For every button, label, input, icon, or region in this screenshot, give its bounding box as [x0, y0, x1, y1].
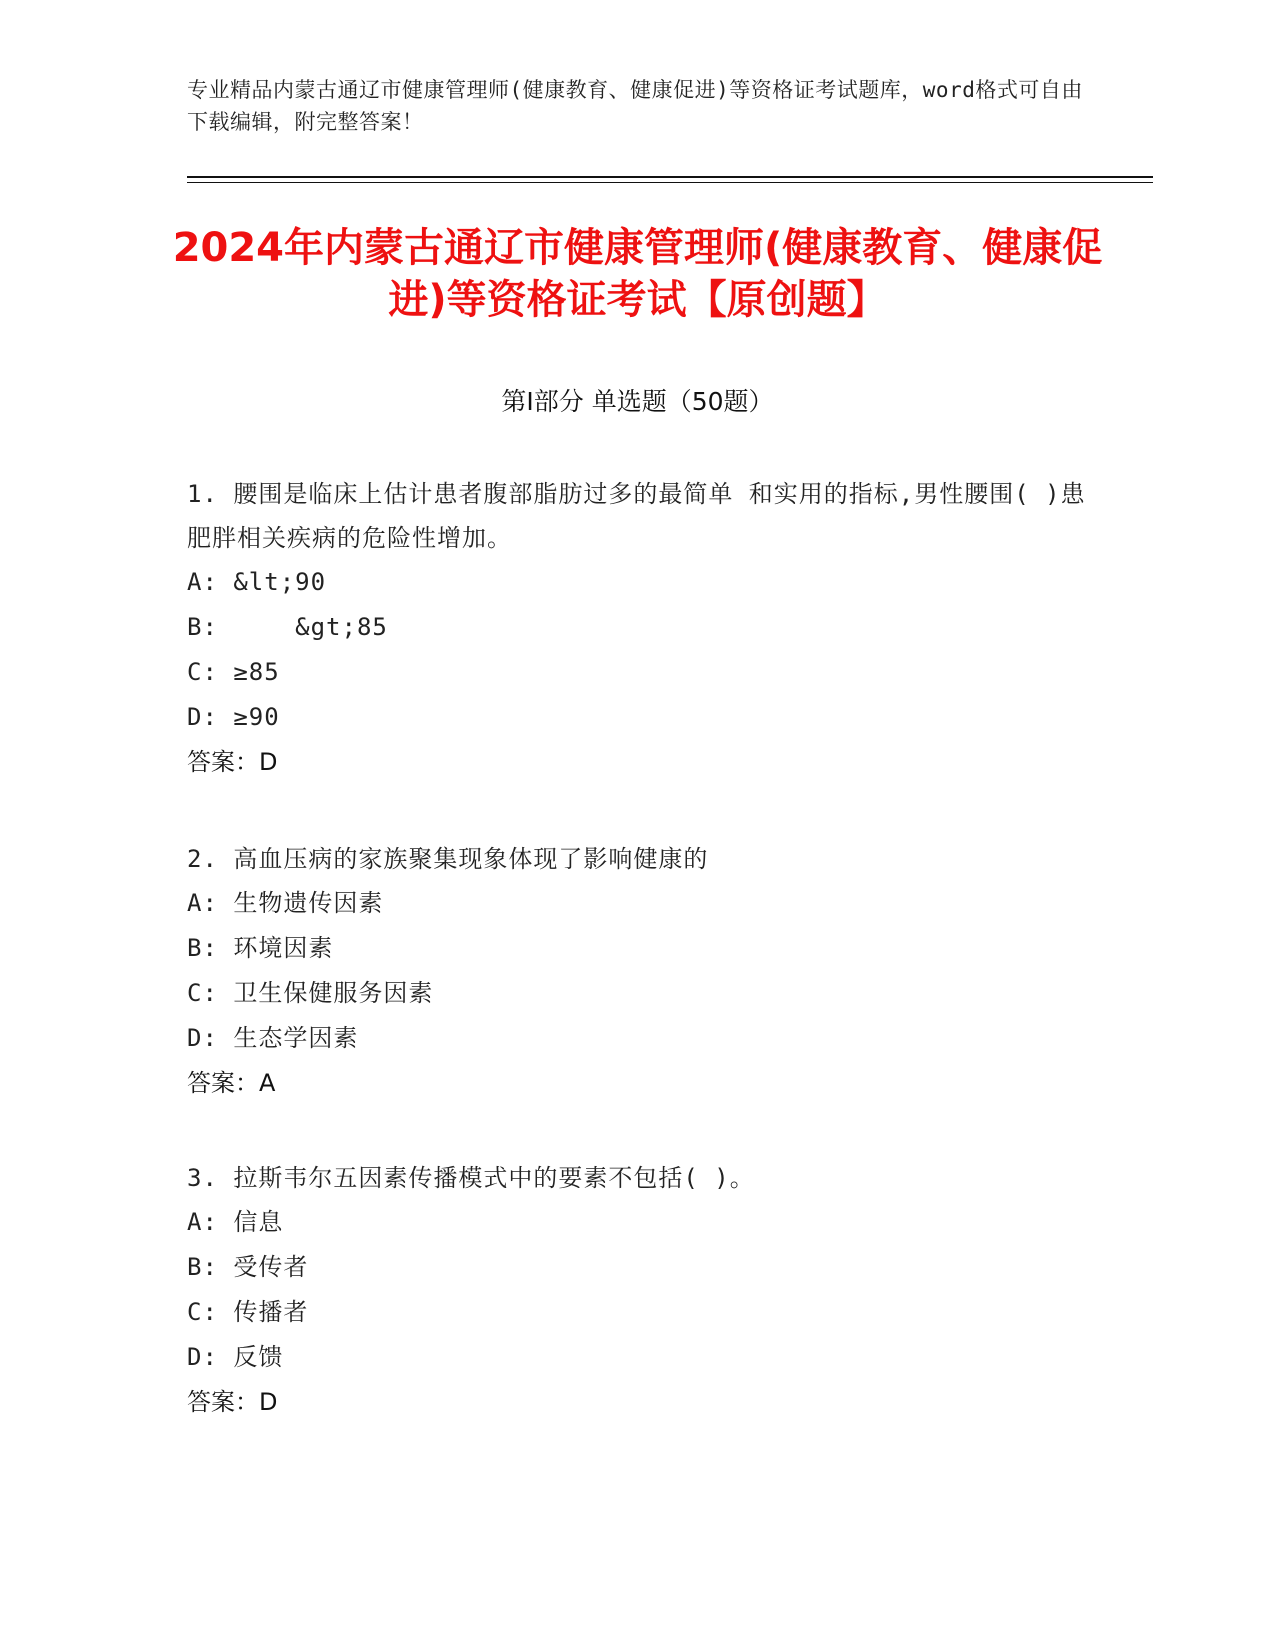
header-note: 专业精品内蒙古通辽市健康管理师(健康教育、健康促进)等资格证考试题库，word格式可自由下载编辑，附完整答案！ [187, 78, 1083, 134]
option-d: D: ≥90 [187, 703, 280, 731]
option-a: A: 信息 [187, 1208, 284, 1236]
option-d: D: 生态学因素 [187, 1024, 359, 1052]
header-rule-thin [187, 182, 1153, 183]
answer-line: 答案：D [187, 1388, 278, 1416]
option-c: C: 卫生保健服务因素 [187, 979, 434, 1007]
question-stem: 3. 拉斯韦尔五因素传播模式中的要素不包括( )。 [187, 1164, 755, 1192]
option-a: A: &lt;90 [187, 568, 327, 596]
option-c: C: ≥85 [187, 658, 280, 686]
option-b: B: &gt;85 [187, 613, 388, 641]
question-block [187, 472, 1087, 785]
option-b: B: 环境因素 [187, 934, 334, 962]
answer-line: 答案：A [187, 1069, 276, 1097]
section-title: 第Ⅰ部分 单选题（50题） [501, 387, 774, 416]
header-rule-thick [187, 176, 1153, 178]
question-stem: 2. 高血压病的家族聚集现象体现了影响健康的 [187, 845, 709, 873]
question-block [187, 1156, 1087, 1425]
question-block [187, 837, 1087, 1106]
question-stem: 1. 腰围是临床上估计患者腹部脂肪过多的最简单 和实用的指标,男性腰围( )患肥胖相关疾病的危险性增加。 [187, 480, 1086, 552]
option-b: B: 受传者 [187, 1253, 309, 1281]
option-d: D: 反馈 [187, 1343, 284, 1371]
option-c: C: 传播者 [187, 1298, 309, 1326]
option-a: A: 生物遗传因素 [187, 889, 384, 917]
document-title: 2024年内蒙古通辽市健康管理师(健康教育、健康促进)等资格证考试【原创题】 [172, 225, 1103, 323]
answer-line: 答案：D [187, 748, 278, 776]
